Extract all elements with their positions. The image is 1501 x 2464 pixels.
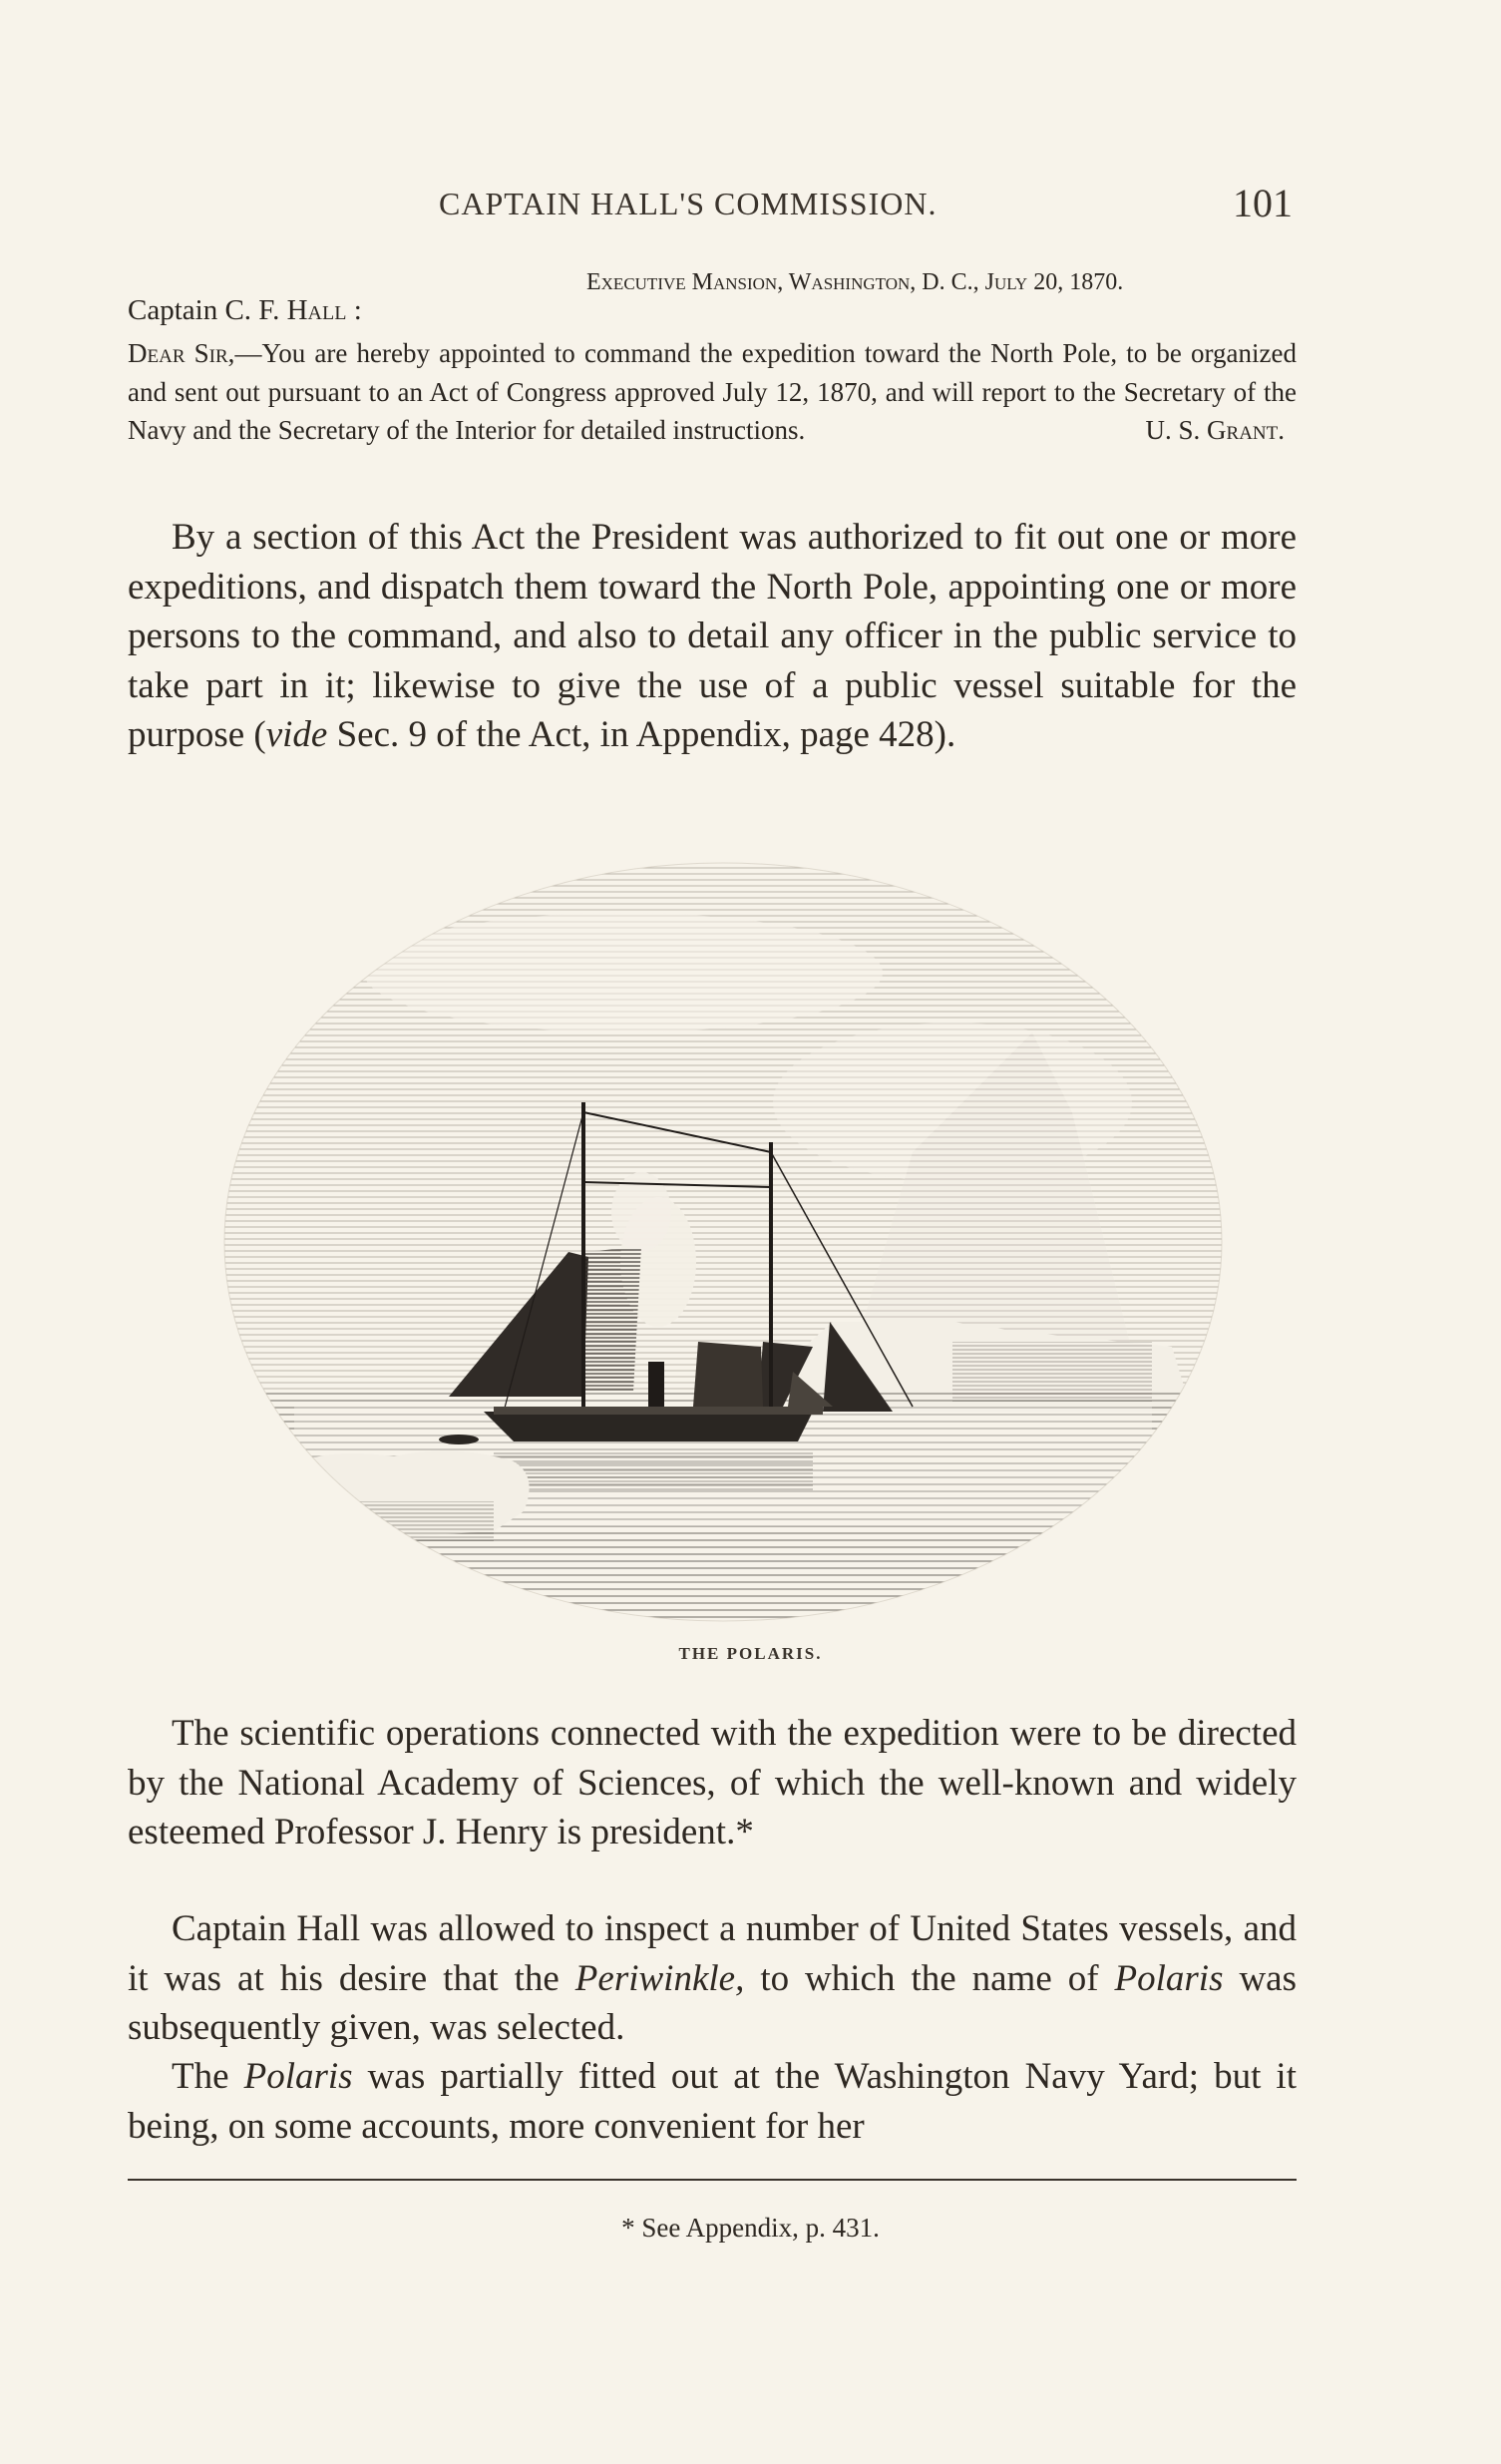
salutation-prefix: Captain C. F. xyxy=(128,294,287,326)
running-head: CAPTAIN HALL'S COMMISSION. xyxy=(439,186,938,221)
paragraph-captain-hall-text-b: to which the name of xyxy=(744,1957,1115,1999)
polaris-engraving xyxy=(194,853,1252,1631)
paragraph-captain-hall-text-a: Captain Hall was allowed to inspect a number of United States vessels, and it was at his desire that the xyxy=(128,1908,1297,1999)
illustration-caption: THE POLARIS. xyxy=(678,1644,823,1663)
letter-salutation xyxy=(128,291,1297,330)
footnote-rule xyxy=(128,2179,1297,2181)
paragraph-act xyxy=(128,513,1297,760)
letter-text: —You are hereby appointed to command the expedition toward the North Pole, to be organized and sent out pursuant to an Act of Congress approved July 12, 1870, and will report to the Secretary of the Navy and the Secretary of the Interior for detailed instructions. xyxy=(128,338,1298,445)
paragraph-polaris-fitting xyxy=(128,2052,1297,2151)
footnote: * See Appendix, p. 431. xyxy=(621,2213,880,2243)
paragraph-act-text: By a section of this Act the President was authorized to fit out one or more expeditions, and dispatch them toward the North Pole, appointing one or more persons to the command, and also to detail any officer in the public service to take part in it; likewise to give the use of a public vessel suitable for the purpose ( xyxy=(128,517,1297,755)
letter-opening: Dear Sir, xyxy=(128,338,235,368)
letter-signature: U. S. Grant. xyxy=(1145,415,1285,445)
paragraph-polaris-text-b: was partially fitted out at the Washington Navy Yard; but it being, on some accounts, more convenient for her xyxy=(128,2056,1297,2147)
letter-body xyxy=(128,334,1297,450)
paragraph-captain-hall-italic-1: Periwinkle, xyxy=(574,1957,745,1999)
paragraph-scientific: The scientific operations connected with the expedition were to be directed by the National Academy of Sciences, of which the well-known and widely esteemed Professor J. Henry is president.* xyxy=(128,1713,1297,1852)
page-number: 101 xyxy=(1233,181,1293,225)
paragraph-captain-hall-text-c: was subsequently given, was selected. xyxy=(128,1957,1297,2048)
letter-dateline: Executive Mansion, Washington, D. C., July 20, 1870. xyxy=(586,269,1124,295)
paragraph-polaris-italic: Polaris xyxy=(243,2056,353,2097)
paragraph-polaris-text-a: The xyxy=(172,2056,244,2097)
salutation-name: Hall xyxy=(286,294,347,326)
salutation-suffix: : xyxy=(346,294,362,326)
paragraph-act-text-end: Sec. 9 of the Act, in Appendix, page 428). xyxy=(327,714,956,755)
paragraph-captain-hall-italic-2: Polaris xyxy=(1114,1957,1224,1999)
paragraph-act-italic: vide xyxy=(265,714,328,755)
paragraph-captain-hall xyxy=(128,1904,1297,2053)
